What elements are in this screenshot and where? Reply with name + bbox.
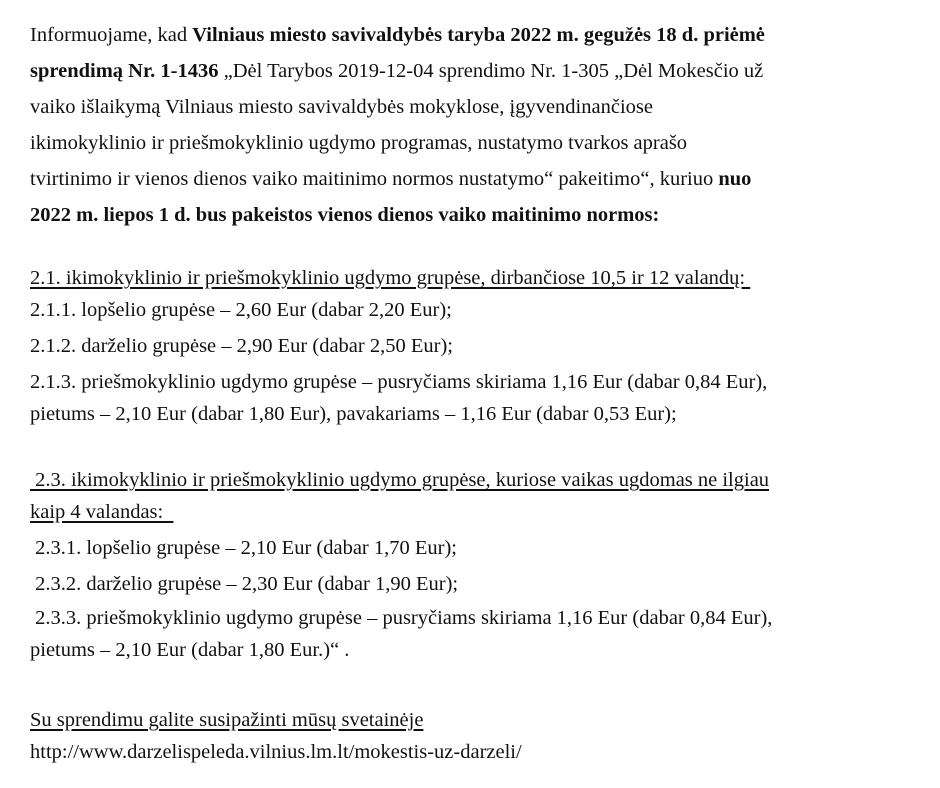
intro-bold-text: nuo bbox=[718, 168, 752, 190]
intro-text: „Dėl Tarybos 2019-12-04 sprendimo Nr. 1-305 „Dėl Mokesčio už bbox=[218, 60, 764, 82]
section-heading-text: 2.3. ikimokyklinio ir priešmokyklinio ugdymo grupėse, kuriose vaikas ugdomas ne ilgiau bbox=[30, 469, 770, 491]
intro-line-4: ikimokyklinio ir priešmokyklinio ugdymo programas, nustatymo tvarkos aprašo bbox=[30, 132, 688, 154]
intro-bold-text: Vilniaus miesto savivaldybės taryba 2022 m. gegužės 18 d. priėmė bbox=[192, 24, 765, 46]
item-2-3-2: 2.3.2. darželio grupėse – 2,30 Eur (dabar 1,90 Eur); bbox=[30, 573, 459, 595]
intro-line-6 bbox=[30, 197, 659, 233]
website-url-line bbox=[30, 734, 522, 770]
decision-number: sprendimą Nr. 1-1436 bbox=[30, 60, 219, 82]
item-2-1-2: 2.1.2. darželio grupėse – 2,90 Eur (dabar 2,50 Eur); bbox=[30, 335, 453, 357]
intro-line-1 bbox=[30, 17, 765, 53]
intro-line-3: vaiko išlaikymą Vilniaus miesto savivaldybės mokyklose, įgyvendinančiose bbox=[30, 96, 653, 118]
website-note-text: Su sprendimu galite susipažinti mūsų svetainėje bbox=[30, 709, 424, 731]
intro-text: Informuojame, kad bbox=[30, 24, 193, 46]
intro-text: tvirtinimo ir vienos dienos vaiko maitinimo normos nustatymo“ pakeitimo“, kuriuo bbox=[30, 168, 719, 190]
item-2-3-3-line-1: 2.3.3. priešmokyklinio ugdymo grupėse – pusryčiams skiriama 1,16 Eur (dabar 0,84 Eur), bbox=[30, 607, 773, 629]
item-2-3-3-line-2: pietums – 2,10 Eur (dabar 1,80 Eur.)“ . bbox=[30, 639, 350, 661]
website-note bbox=[30, 702, 423, 738]
item-2-1-3-line-1: 2.1.3. priešmokyklinio ugdymo grupėse – pusryčiams skiriama 1,16 Eur (dabar 0,84 Eur), bbox=[30, 371, 768, 393]
section-heading-text: kaip 4 valandas: bbox=[30, 501, 174, 523]
intro-line-2 bbox=[30, 53, 763, 89]
section-heading-text: 2.1. ikimokyklinio ir priešmokyklinio ugdymo grupėse, dirbančiose 10,5 ir 12 valandų: bbox=[30, 267, 751, 289]
section-2-1-heading bbox=[30, 260, 750, 296]
website-url-link[interactable]: http://www.darzelispeleda.vilnius.lm.lt/mokestis-uz-darzeli/ bbox=[30, 741, 522, 763]
item-2-1-3-line-2: pietums – 2,10 Eur (dabar 1,80 Eur), pavakariams – 1,16 Eur (dabar 0,53 Eur); bbox=[30, 403, 677, 425]
section-2-3-heading-line-1 bbox=[30, 462, 769, 498]
intro-line-5 bbox=[30, 161, 751, 197]
item-2-1-1: 2.1.1. lopšelio grupėse – 2,60 Eur (dabar 2,20 Eur); bbox=[30, 299, 452, 321]
effective-date-text: 2022 m. liepos 1 d. bus pakeistos vienos dienos vaiko maitinimo normos: bbox=[30, 204, 660, 226]
item-2-3-1: 2.3.1. lopšelio grupėse – 2,10 Eur (dabar 1,70 Eur); bbox=[30, 537, 457, 559]
section-2-3-heading-line-2 bbox=[30, 494, 173, 530]
